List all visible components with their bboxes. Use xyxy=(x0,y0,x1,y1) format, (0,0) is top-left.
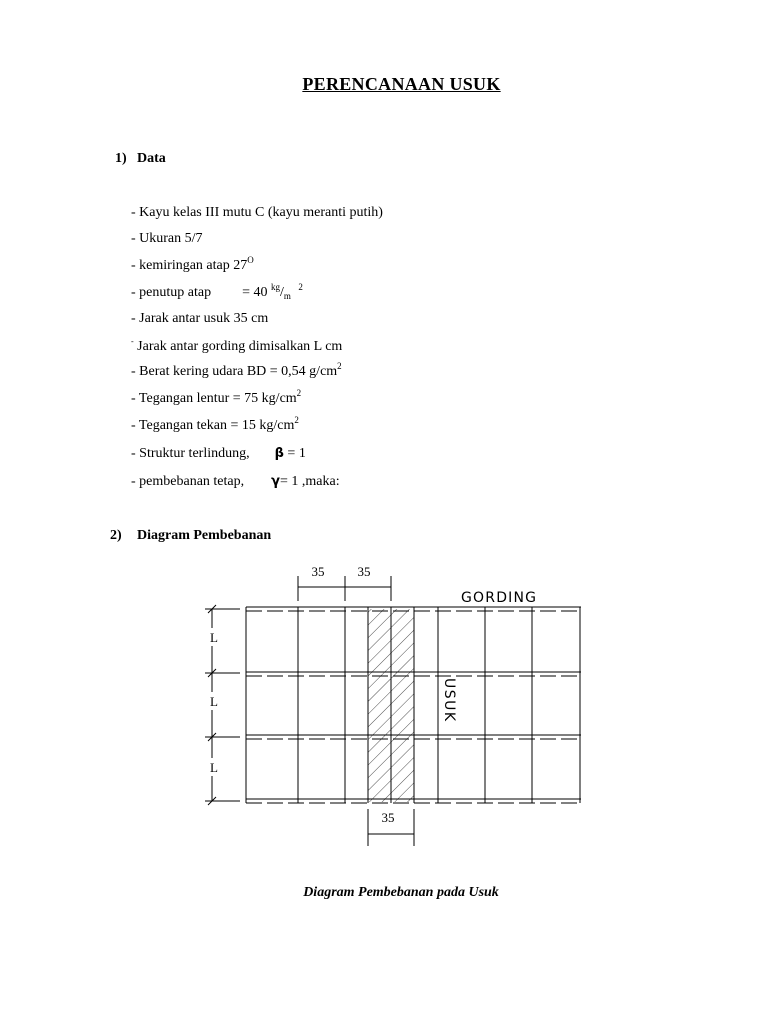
item-struktur-value: = 1 xyxy=(287,446,306,461)
dim-top-2: 35 xyxy=(357,564,371,579)
item-kemiringan-text: - kemiringan atap 27 xyxy=(131,258,248,273)
section-diagram-number: 2) xyxy=(110,528,122,543)
item-struktur-text: - Struktur terlindung, xyxy=(131,446,250,461)
section-data-heading: Data xyxy=(137,151,166,166)
item-pembebanan-value: = 1 ,maka: xyxy=(279,474,340,489)
item-penutup-slash: / xyxy=(280,285,284,300)
item-jarak-usuk: - Jarak antar usuk 35 cm xyxy=(131,311,269,326)
item-tekan-sup: 2 xyxy=(294,415,299,425)
dim-top-1: 35 xyxy=(311,564,325,579)
item-penutup-unit-exp: 2 xyxy=(298,282,303,292)
span-label-1: L xyxy=(210,630,218,645)
diagram-caption: Diagram Pembebanan pada Usuk xyxy=(303,885,499,900)
item-penutup-eq: = 40 xyxy=(242,285,268,300)
item-penutup-unit-den: m xyxy=(283,291,291,301)
item-pembebanan-text: - pembebanan tetap, xyxy=(131,474,245,489)
dimension-top xyxy=(298,576,391,601)
label-gording: GORDING xyxy=(461,590,538,606)
item-kayu: - Kayu kelas III mutu C (kayu meranti putih) xyxy=(131,205,383,220)
item-ukuran: - Ukuran 5/7 xyxy=(131,231,203,246)
section-diagram-heading: Diagram Pembebanan xyxy=(137,528,272,543)
beta-symbol: β xyxy=(274,446,284,461)
item-jarak-gording-text: Jarak antar gording dimisalkan L cm xyxy=(137,339,343,354)
page-title: PERENCANAAN USUK xyxy=(302,74,501,94)
dim-bottom: 35 xyxy=(381,810,395,825)
gamma-symbol: γ xyxy=(271,474,280,489)
item-lentur-sup: 2 xyxy=(296,388,302,398)
item-penutup-text: - penutup atap xyxy=(131,285,212,300)
span-label-2: L xyxy=(210,694,218,709)
span-label-3: L xyxy=(210,760,218,775)
item-jarak-gording-mark: - xyxy=(131,337,134,346)
item-tekan-text: - Tegangan tekan = 15 kg/cm xyxy=(131,418,295,433)
item-lentur-text: - Tegangan lentur = 75 kg/cm xyxy=(131,391,297,406)
label-usuk: USUK xyxy=(441,678,457,723)
section-data-number: 1) xyxy=(115,151,127,166)
item-penutup-unit-num: kg xyxy=(271,282,280,292)
item-kemiringan-sup: O xyxy=(247,255,254,265)
item-berat-sup: 2 xyxy=(337,361,342,371)
item-berat-text: - Berat kering udara BD = 0,54 g/cm xyxy=(131,364,338,379)
